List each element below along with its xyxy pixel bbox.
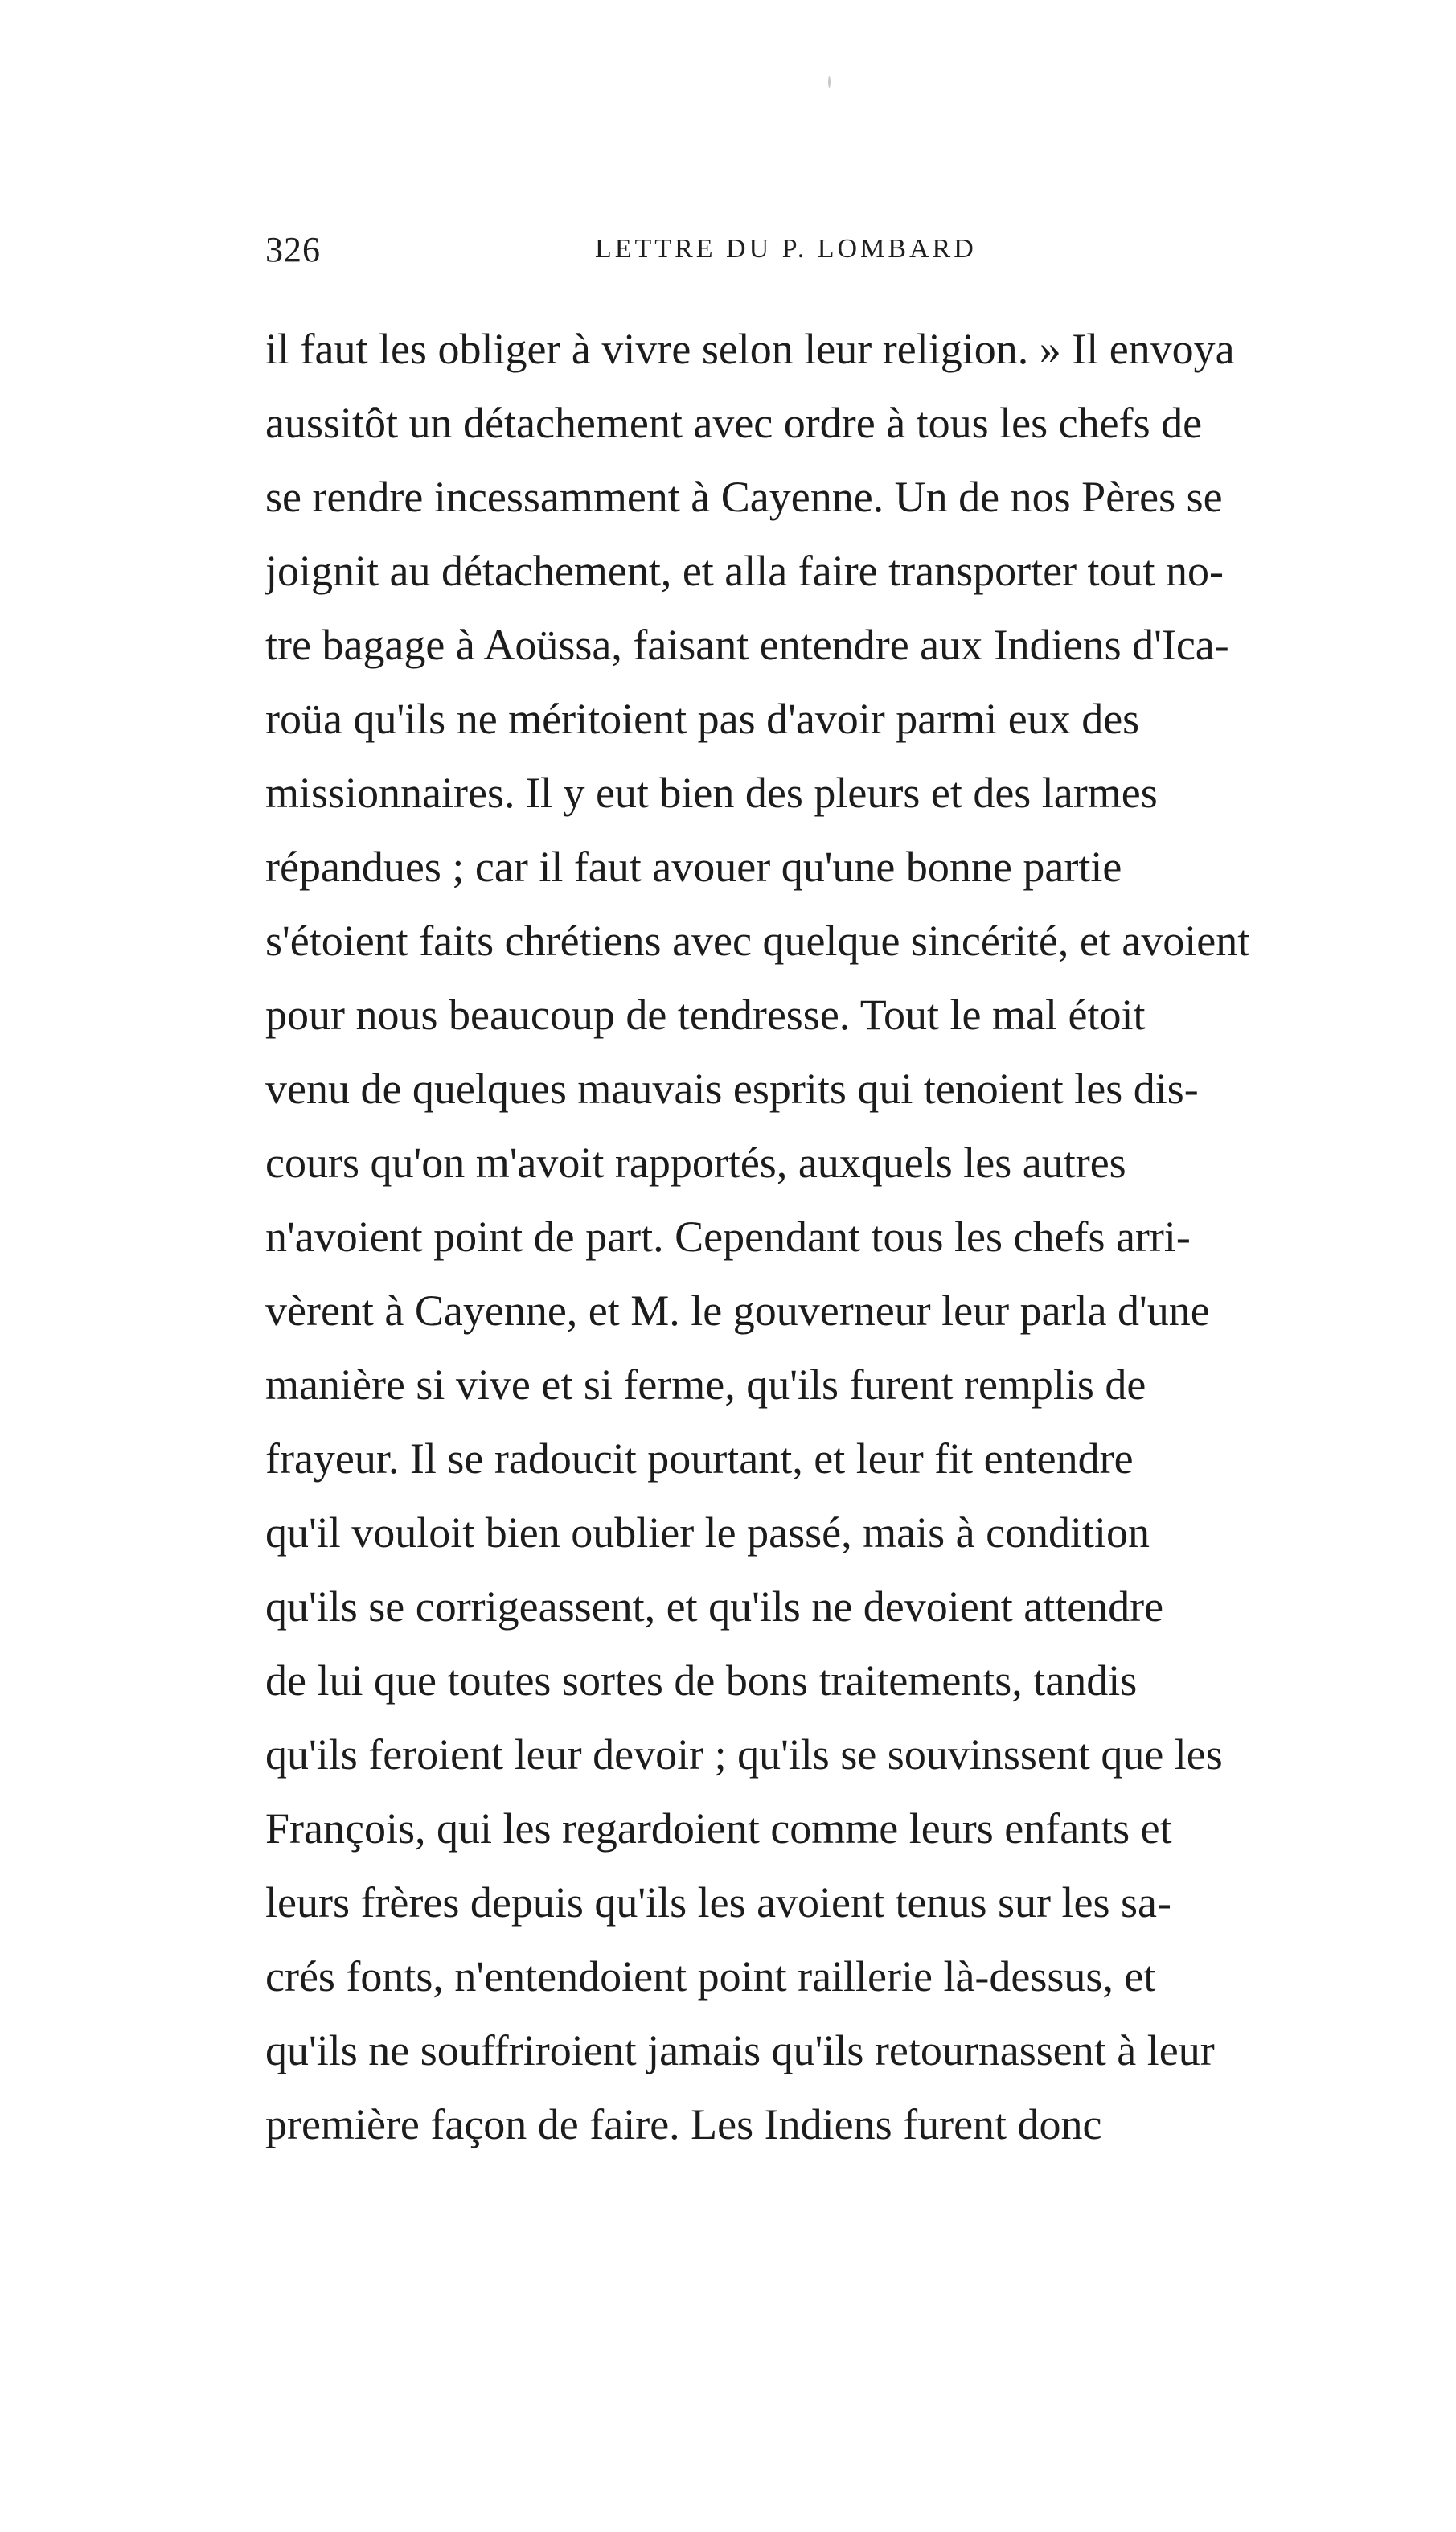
text-line: première façon de faire. Les Indiens furent donc <box>265 2100 1102 2148</box>
body-text <box>265 312 1343 2161</box>
text-line: aussitôt un détachement avec ordre à tous les chefs de <box>265 399 1203 447</box>
text-line: qu'ils feroient leur devoir ; qu'ils se souvinssent que les <box>265 1730 1223 1779</box>
text-line: se rendre incessamment à Cayenne. Un de nos Pères se <box>265 473 1223 521</box>
text-line: François, qui les regardoient comme leurs enfants et <box>265 1804 1172 1853</box>
text-line: cours qu'on m'avoit rapportés, auxquels les autres <box>265 1139 1126 1187</box>
text-line: roüa qu'ils ne méritoient pas d'avoir parmi eux des <box>265 695 1140 743</box>
text-line: frayeur. Il se radoucit pourtant, et leur fit entendre <box>265 1434 1134 1483</box>
text-line: pour nous beaucoup de tendresse. Tout le mal étoit <box>265 991 1146 1039</box>
text-line: qu'il vouloit bien oublier le passé, mais à condition <box>265 1508 1150 1557</box>
text-line: n'avoient point de part. Cependant tous les chefs arri- <box>265 1213 1191 1261</box>
text-line: manière si vive et si ferme, qu'ils furent remplis de <box>265 1360 1146 1409</box>
text-line: de lui que toutes sortes de bons traitements, tandis <box>265 1656 1138 1705</box>
running-head <box>265 229 1343 277</box>
running-title: LETTRE DU P. LOMBARD <box>595 234 977 264</box>
text-line: qu'ils ne souffriroient jamais qu'ils retournassent à leur <box>265 2026 1215 2074</box>
text-line: vèrent à Cayenne, et M. le gouverneur leur parla d'une <box>265 1287 1210 1335</box>
text-line: il faut les obliger à vivre selon leur religion. » Il envoya <box>265 325 1235 373</box>
text-line: répandues ; car il faut avouer qu'une bonne partie <box>265 843 1122 891</box>
text-line: missionnaires. Il y eut bien des pleurs et des larmes <box>265 769 1158 817</box>
text-line: tre bagage à Aoüssa, faisant entendre aux Indiens d'Ica- <box>265 621 1229 669</box>
text-line: crés fonts, n'entendoient point raillerie là-dessus, et <box>265 1952 1156 2001</box>
page-number: 326 <box>265 230 321 269</box>
text-line: joignit au détachement, et alla faire transporter tout no- <box>265 547 1224 595</box>
text-line: qu'ils se corrigeassent, et qu'ils ne devoient attendre <box>265 1582 1164 1631</box>
paper-speck <box>828 76 831 88</box>
text-line: s'étoient faits chrétiens avec quelque sincérité, et avoient <box>265 917 1250 965</box>
text-line: venu de quelques mauvais esprits qui tenoient les dis- <box>265 1065 1199 1113</box>
text-line: leurs frères depuis qu'ils les avoient tenus sur les sa- <box>265 1878 1171 1927</box>
